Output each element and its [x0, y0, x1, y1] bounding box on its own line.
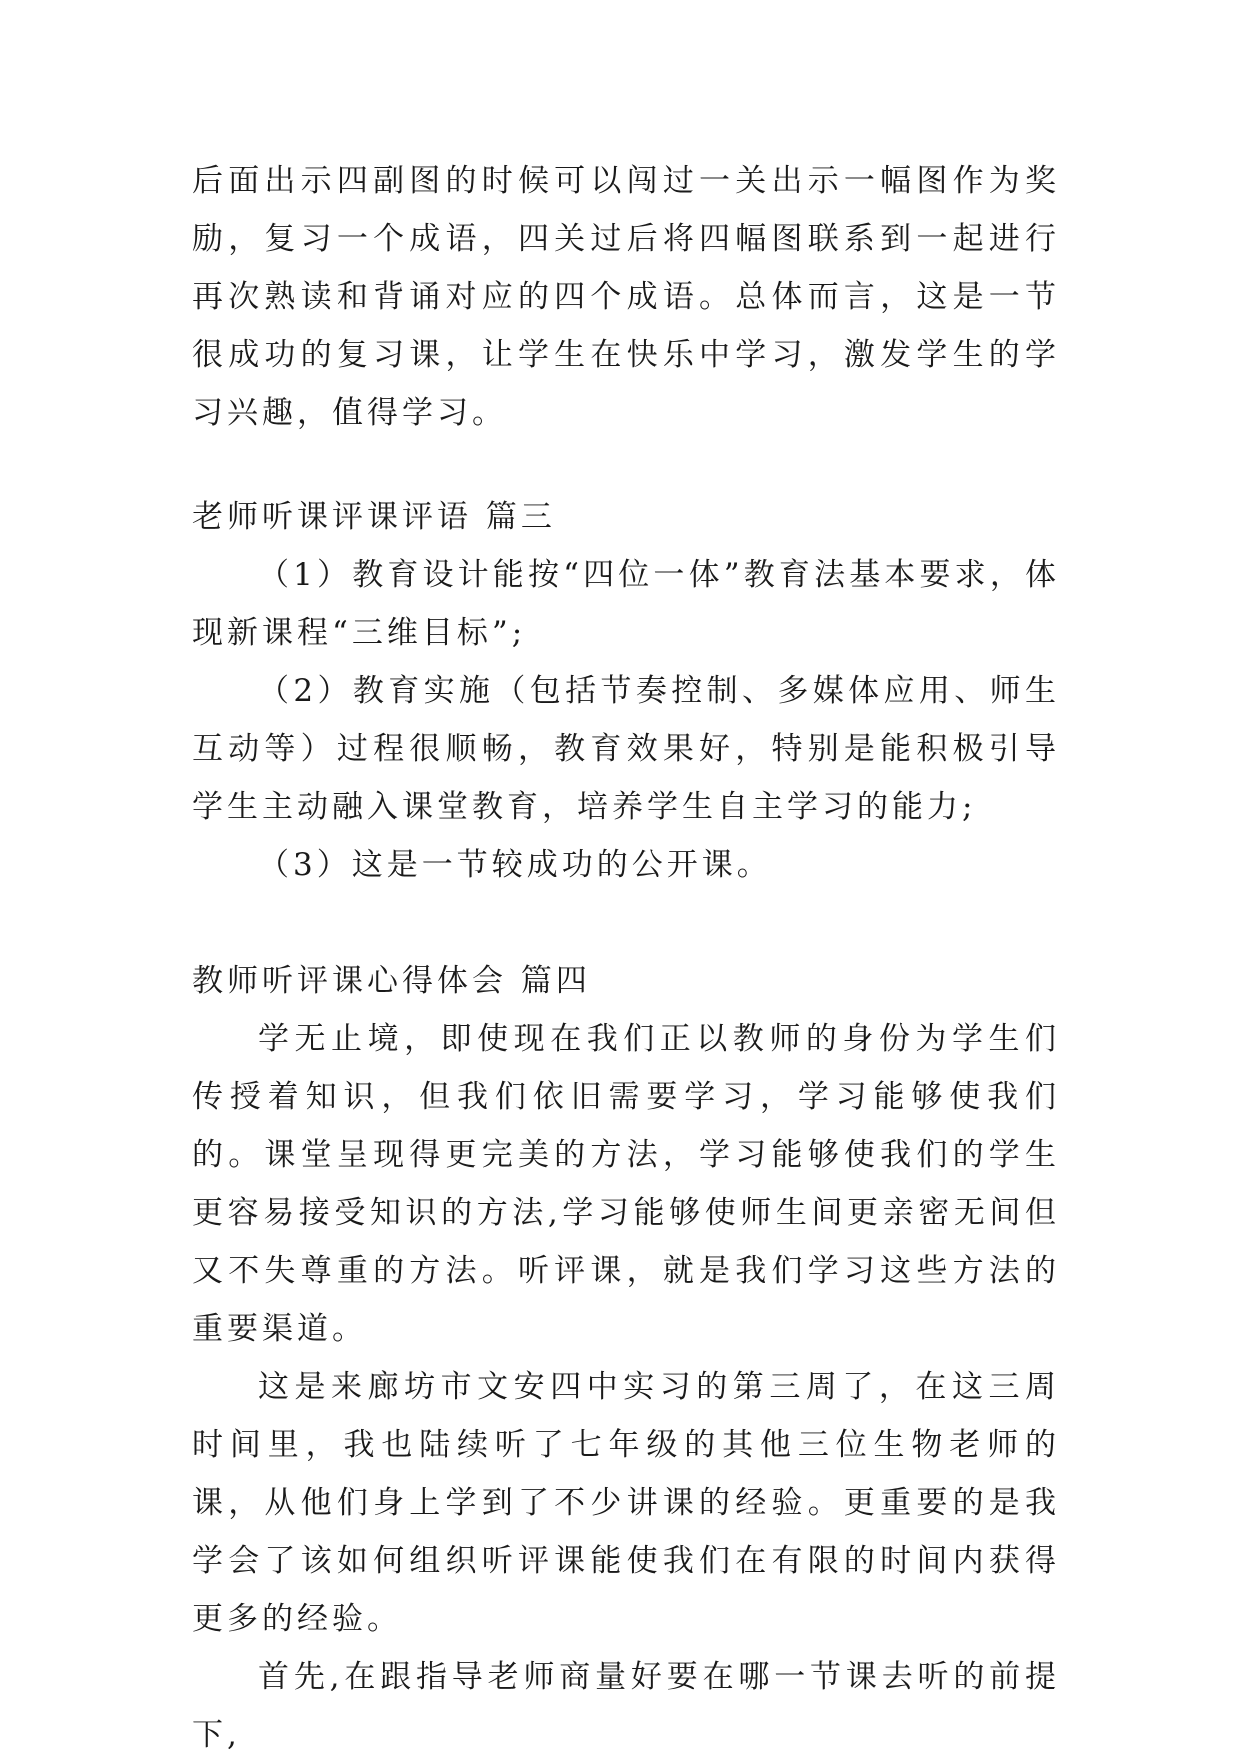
- section4-paragraph-3: 首先,在跟指导老师商量好要在哪一节课去听的前提下,: [192, 1659, 1060, 1753]
- section4-paragraph-2: 这是来廊坊市文安四中实习的第三周了，在这三周时间里，我也陆续听了七年级的其他三位生物老师的课，从他们身上学到了不少讲课的经验。更重要的是我学会了该如何组织听评课能使我们在有限的时间内获得更多的经验。: [192, 1369, 1060, 1637]
- section4-paragraph-1: 学无止境，即使现在我们正以教师的身份为学生们传授着知识，但我们依旧需要学习，学习能够使我们的。课堂呈现得更完美的方法，学习能够使我们的学生更容易接受知识的方法,学习能够使师生间更亲密无间但又不失尊重的方法。听评课，就是我们学习这些方法的重要渠道。: [192, 1021, 1060, 1347]
- section-heading-3: 老师听课评课评语 篇三: [192, 499, 556, 535]
- section3-item-3: （3）这是一节较成功的公开课。: [258, 847, 772, 883]
- section-heading-4: 教师听评课心得体会 篇四: [192, 963, 591, 999]
- document-body: [192, 152, 1060, 1764]
- section3-item-2: （2）教育实施（包括节奏控制、多媒体应用、师生互动等）过程很顺畅，教育效果好，特别是能积极引导学生主动融入课堂教育，培养学生自主学习的能力;: [192, 673, 1060, 825]
- opening-paragraph: 后面出示四副图的时候可以闯过一关出示一幅图作为奖励，复习一个成语，四关过后将四幅图联系到一起进行再次熟读和背诵对应的四个成语。总体而言，这是一节很成功的复习课，让学生在快乐中学习，激发学生的学习兴趣，值得学习。: [192, 163, 1060, 431]
- section3-item-1: （1）教育设计能按“四位一体”教育法基本要求，体现新课程“三维目标”;: [192, 557, 1060, 651]
